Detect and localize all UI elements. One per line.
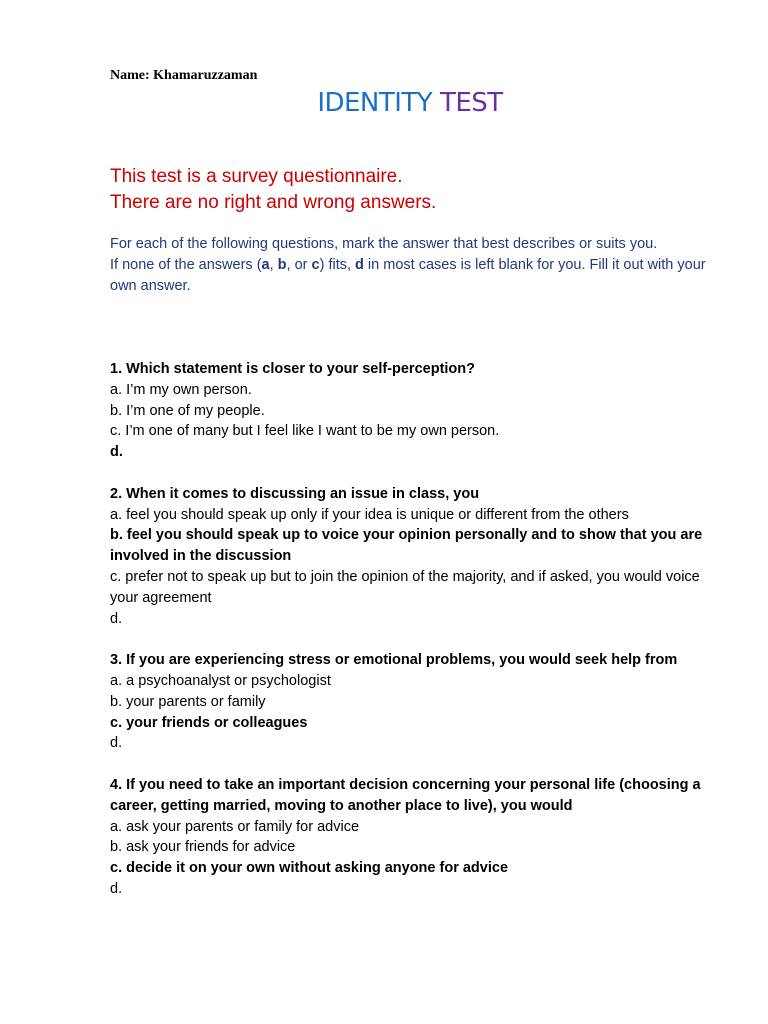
answer-option-c: c. prefer not to speak up but to join the opinion of the majority, and if asked, you would voice your agreement	[110, 568, 700, 606]
answer-option-b: b. I’m one of my people.	[110, 402, 265, 419]
answer-option-d: d.	[110, 880, 123, 897]
question-block	[110, 484, 730, 630]
title-word-test: TEST	[439, 88, 503, 118]
title-word-identity: IDENTITY	[317, 88, 433, 118]
answer-option-c: c. decide it on your own without asking anyone for advice	[110, 860, 509, 877]
answer-option-a: a. a psychoanalyst or psychologist	[110, 672, 331, 689]
question-text: 1. Which statement is closer to your self-perception?	[110, 361, 475, 377]
question-block	[110, 775, 730, 900]
answer-option-b: b. feel you should speak up to voice your opinion personally and to show that you are involved in the discussion	[110, 527, 703, 565]
answer-option-c: c. I’m one of many but I feel like I want to be my own person.	[110, 423, 500, 440]
question-list	[110, 359, 730, 921]
student-name: Name: Khamaruzzaman	[110, 68, 258, 83]
question-block	[110, 650, 730, 754]
instr-option-a: a	[261, 257, 270, 273]
survey-intro-line-1: This test is a survey questionnaire.	[110, 166, 403, 187]
instructions-paragraph-1: For each of the following questions, mark the answer that best describes or suits you.	[110, 236, 658, 252]
instr-option-d: d	[355, 257, 364, 273]
instr-text: , or	[286, 257, 312, 273]
page-title	[0, 88, 768, 118]
question-text: 3. If you are experiencing stress or emotional problems, you would seek help from	[110, 652, 678, 669]
question-text: 2. When it comes to discussing an issue in class, you	[110, 485, 480, 502]
question-text: 4. If you need to take an important decision concerning your personal life (choosing a career, getting married, moving to another place to live), you would	[110, 776, 701, 814]
answer-option-a: a. ask your parents or family for advice	[110, 818, 360, 835]
instr-option-b: b	[277, 257, 287, 273]
instr-text: in most cases is left blank for you. Fill it out with your own answer.	[110, 257, 706, 294]
instr-text: ) fits,	[319, 257, 356, 273]
answer-option-b: b. your parents or family	[110, 693, 266, 710]
answer-option-b: b. ask your friends for advice	[110, 839, 296, 856]
instr-option-c: c	[311, 257, 320, 273]
answer-option-a: a. feel you should speak up only if your idea is unique or different from the others	[110, 506, 629, 523]
survey-intro-line-2: There are no right and wrong answers.	[110, 192, 437, 213]
answer-option-d: d.	[110, 610, 123, 627]
instr-text: ,	[269, 257, 278, 273]
answer-option-c: c. your friends or colleagues	[110, 714, 308, 731]
answer-option-d: d.	[110, 735, 123, 752]
instr-text: If none of the answers (	[110, 257, 262, 273]
survey-intro	[110, 164, 730, 216]
question-block	[110, 359, 730, 463]
instructions	[110, 234, 720, 297]
answer-option-a: a. I’m my own person.	[110, 381, 252, 398]
answer-option-d: d.	[110, 444, 123, 461]
instructions-paragraph-2	[110, 255, 720, 297]
